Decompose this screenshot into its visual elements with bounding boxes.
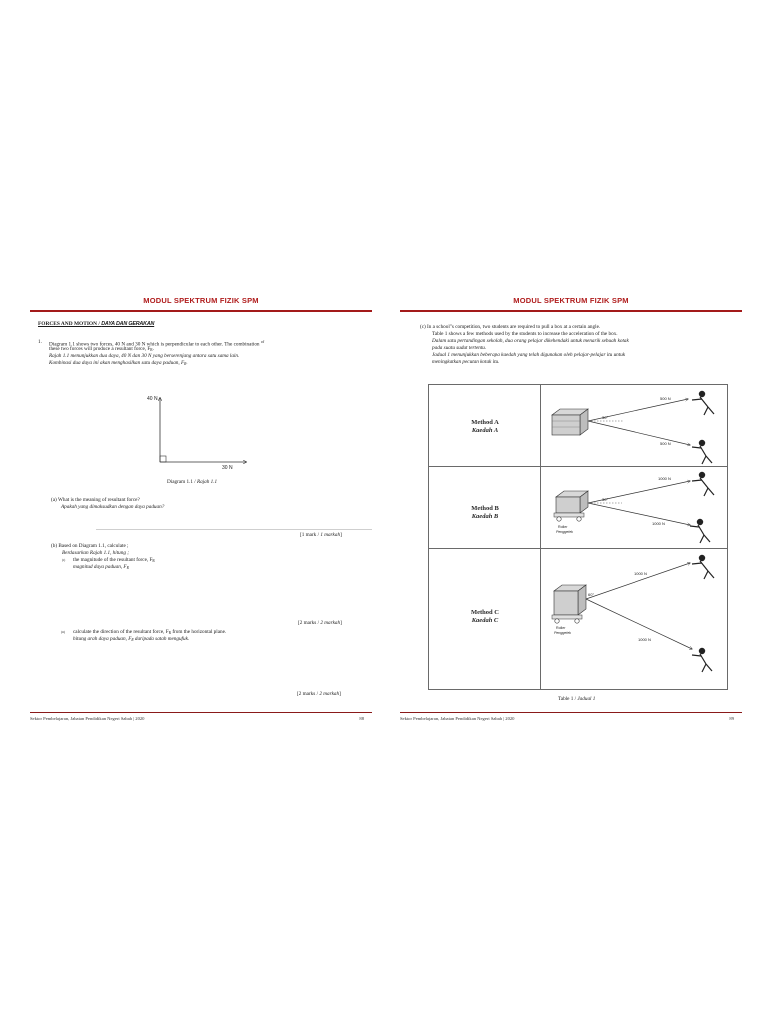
footer-text-right: Sektor Pembelajaran, Jabatan Pendidikan Negeri Sabah | 2020 (400, 716, 515, 721)
qb-ii-ms: hitung arah daya paduan, F (73, 636, 132, 642)
method-b-label (429, 505, 541, 521)
masthead-rule-left (30, 310, 372, 312)
method-a-label (429, 419, 541, 435)
q1-ms-line2: Kombinasi dua daya ini akan menghasilkan satu daya paduan, F (49, 360, 185, 366)
method-b-name-ms: Kaedah B (471, 513, 499, 520)
student-a-top-figure (692, 391, 714, 415)
label-40n: 40 N (147, 396, 158, 402)
student-b-bottom-figure (690, 519, 710, 543)
method-b-illustration (542, 467, 728, 549)
roller-c (552, 615, 582, 623)
diagram-1-1 (138, 392, 268, 472)
question-1-ms-line2 (49, 360, 188, 368)
question-c-line1: (c) In a school"s competition, two students are required to pull a box at a certain angle. (420, 324, 601, 330)
question-b-ii-marks (297, 691, 341, 698)
box-a (552, 409, 588, 435)
table-row-method-c (429, 549, 727, 691)
q1-line1-tail: of (260, 339, 265, 344)
method-c-roller-label-ms: Penggelek (554, 631, 571, 635)
qb-ii-en-sub: R (168, 631, 172, 635)
method-a-illustration (542, 385, 728, 467)
question-c-ms-line3: Jadual 1 menunjukkan beberapa kaedah yang telah digunakan oleh pelajar-pelajar itu untuk (432, 352, 626, 358)
box-c (554, 585, 586, 615)
footer-text-left: Sektor Pembelajaran, Jabatan Pendidikan Negeri Sabah | 2020 (30, 716, 145, 721)
footer-rule-right (400, 712, 742, 713)
table-row-method-b (429, 467, 727, 549)
method-c-angle: 60° (588, 592, 595, 597)
q1-line2-end: . (152, 346, 154, 352)
q1-line2: these two forces will produce a resultant force, F (49, 346, 151, 352)
method-b-force-bottom (588, 503, 690, 525)
question-b-i-marks (298, 620, 342, 627)
answer-line-a (96, 529, 372, 530)
question-b-ms: Berdasarkan Rajah 1.1, hitung ; (62, 550, 129, 556)
question-c-ms-line1: Dalam satu pertandingan sekolah, dua orang pelajar dikehendaki untuk menarik sebuah kotak (432, 338, 629, 344)
method-a-force-bottom (588, 421, 690, 445)
method-a-name: Method A (471, 419, 499, 426)
method-a-force-bottom-label: 500 N (660, 441, 671, 446)
question-b-i-number: (i) (62, 558, 66, 562)
question-b-ii-number: (ii) (61, 630, 66, 634)
q1-ms-line2-end: . (186, 360, 188, 366)
question-b-i-ms (73, 564, 129, 572)
method-b-force-top-label: 1000 N (658, 476, 671, 481)
question-b-en: (b) Based on Diagram 1.1, calculate ; (51, 543, 129, 549)
qb-ii-ms-end: daripada satah mengufuk. (133, 636, 190, 642)
qb-i-marks-en: [2 marks / (298, 620, 321, 626)
method-c-name: Method C (471, 609, 499, 616)
student-a-bottom-figure (692, 440, 712, 464)
left-page (30, 296, 372, 726)
right-page (400, 296, 742, 726)
footer-rule-left (30, 712, 372, 713)
qb-ii-en: calculate the direction of the resultant force, F (73, 629, 169, 635)
student-c-bottom-figure (692, 648, 712, 672)
masthead-rule-right (400, 310, 742, 312)
question-a-ms: Apakah yang dimaksudkan dengan daya paduan? (61, 504, 165, 510)
method-a-angle: 30° (602, 415, 609, 420)
qa-marks-end: ] (340, 532, 342, 538)
q1-line2-sub: R (150, 348, 153, 352)
qb-i-ms: magnitud daya paduan, F (73, 564, 127, 570)
table-caption (558, 696, 595, 703)
qb-ii-en-end: from the horizontal plane. (171, 629, 227, 635)
q1-ms-line2-sub: R (184, 362, 187, 366)
method-b-name: Method B (471, 505, 499, 512)
question-b-ii-ms (73, 636, 189, 644)
page-number-right: 89 (729, 716, 734, 721)
question-1-number: 1. (38, 339, 42, 345)
qb-ii-marks-en: [2 marks / (297, 691, 320, 697)
table-caption-en: Table 1 / (558, 696, 578, 702)
qb-i-ms-sub: R (126, 566, 129, 570)
table-caption-ms: Jadual 1 (577, 696, 596, 702)
qa-marks-en: [1 mark / (300, 532, 321, 538)
qa-marks-ms: 1 markah (320, 532, 341, 538)
table-1 (428, 384, 728, 690)
box-b (556, 491, 588, 513)
method-c-label (429, 609, 541, 625)
qb-ii-marks-ms: 2 markah (319, 691, 340, 697)
method-a-force-top-label: 500 N (660, 396, 671, 401)
method-a-name-ms: Kaedah A (471, 427, 499, 434)
masthead-left: MODUL SPEKTRUM FIZIK SPM (143, 296, 259, 305)
masthead-right: MODUL SPEKTRUM FIZIK SPM (513, 296, 629, 305)
qb-i-marks-end: ] (340, 620, 342, 626)
topic-heading-ms: DAYA DAN GERAKAN (101, 321, 155, 327)
question-c-ms-line2: pada suatu sudut tertentu. (432, 345, 487, 351)
question-c-ms-line4: meningkatkan pecutan kotak itu. (432, 359, 500, 365)
right-angle-marker (160, 456, 166, 462)
q1-line1: Diagram 1.1 shows two forces, 40 N and 30 N which is perpendicular to each other. The combination (49, 341, 260, 348)
method-b-roller-label-ms: Penggelek (556, 530, 573, 534)
topic-heading-en: FORCES AND MOTION / (38, 321, 102, 327)
method-c-roller-label: Roller (556, 626, 566, 630)
student-c-top-figure (692, 555, 714, 579)
question-a-marks (300, 532, 342, 539)
roller-b (554, 513, 584, 521)
qb-ii-marks-end: ] (339, 691, 341, 697)
page-number-left: 88 (359, 716, 364, 721)
qb-i-en: the magnitude of the resultant force, F (73, 557, 153, 563)
qb-ii-ms-sub: R (131, 638, 134, 642)
method-b-angle: 30° (602, 497, 609, 502)
question-a-en: (a) What is the meaning of resultant force? (51, 497, 140, 503)
diagram-caption-en: Diagram 1.1 / (167, 479, 197, 485)
method-c-name-ms: Kaedah C (471, 617, 499, 624)
diagram-caption-ms: Rajah 1.1 (196, 479, 218, 485)
table-row-method-a (429, 385, 727, 467)
qb-i-en-sub: R (152, 559, 155, 563)
method-c-illustration (542, 549, 728, 691)
question-c-line2: Table 1 shows a few methods used by the students to increase the acceleration of the box. (432, 331, 618, 337)
method-c-force-top-label: 1000 N (634, 571, 647, 576)
method-b-force-bottom-label: 1000 N (652, 521, 665, 526)
qb-i-marks-ms: 2 markah (320, 620, 341, 626)
method-c-force-top (586, 563, 690, 599)
student-b-top-figure (692, 472, 714, 496)
label-30n: 30 N (222, 465, 233, 471)
method-c-force-bottom-label: 1000 N (638, 637, 651, 642)
topic-heading (38, 321, 154, 328)
diagram-caption (167, 479, 217, 486)
question-1-ms-line1: Rajah 1.1 menunjukkan dua daya, 40 N dan 30 N yang berserenjang antara satu sama lain. (49, 353, 240, 359)
method-b-roller-label: Roller (558, 525, 568, 529)
